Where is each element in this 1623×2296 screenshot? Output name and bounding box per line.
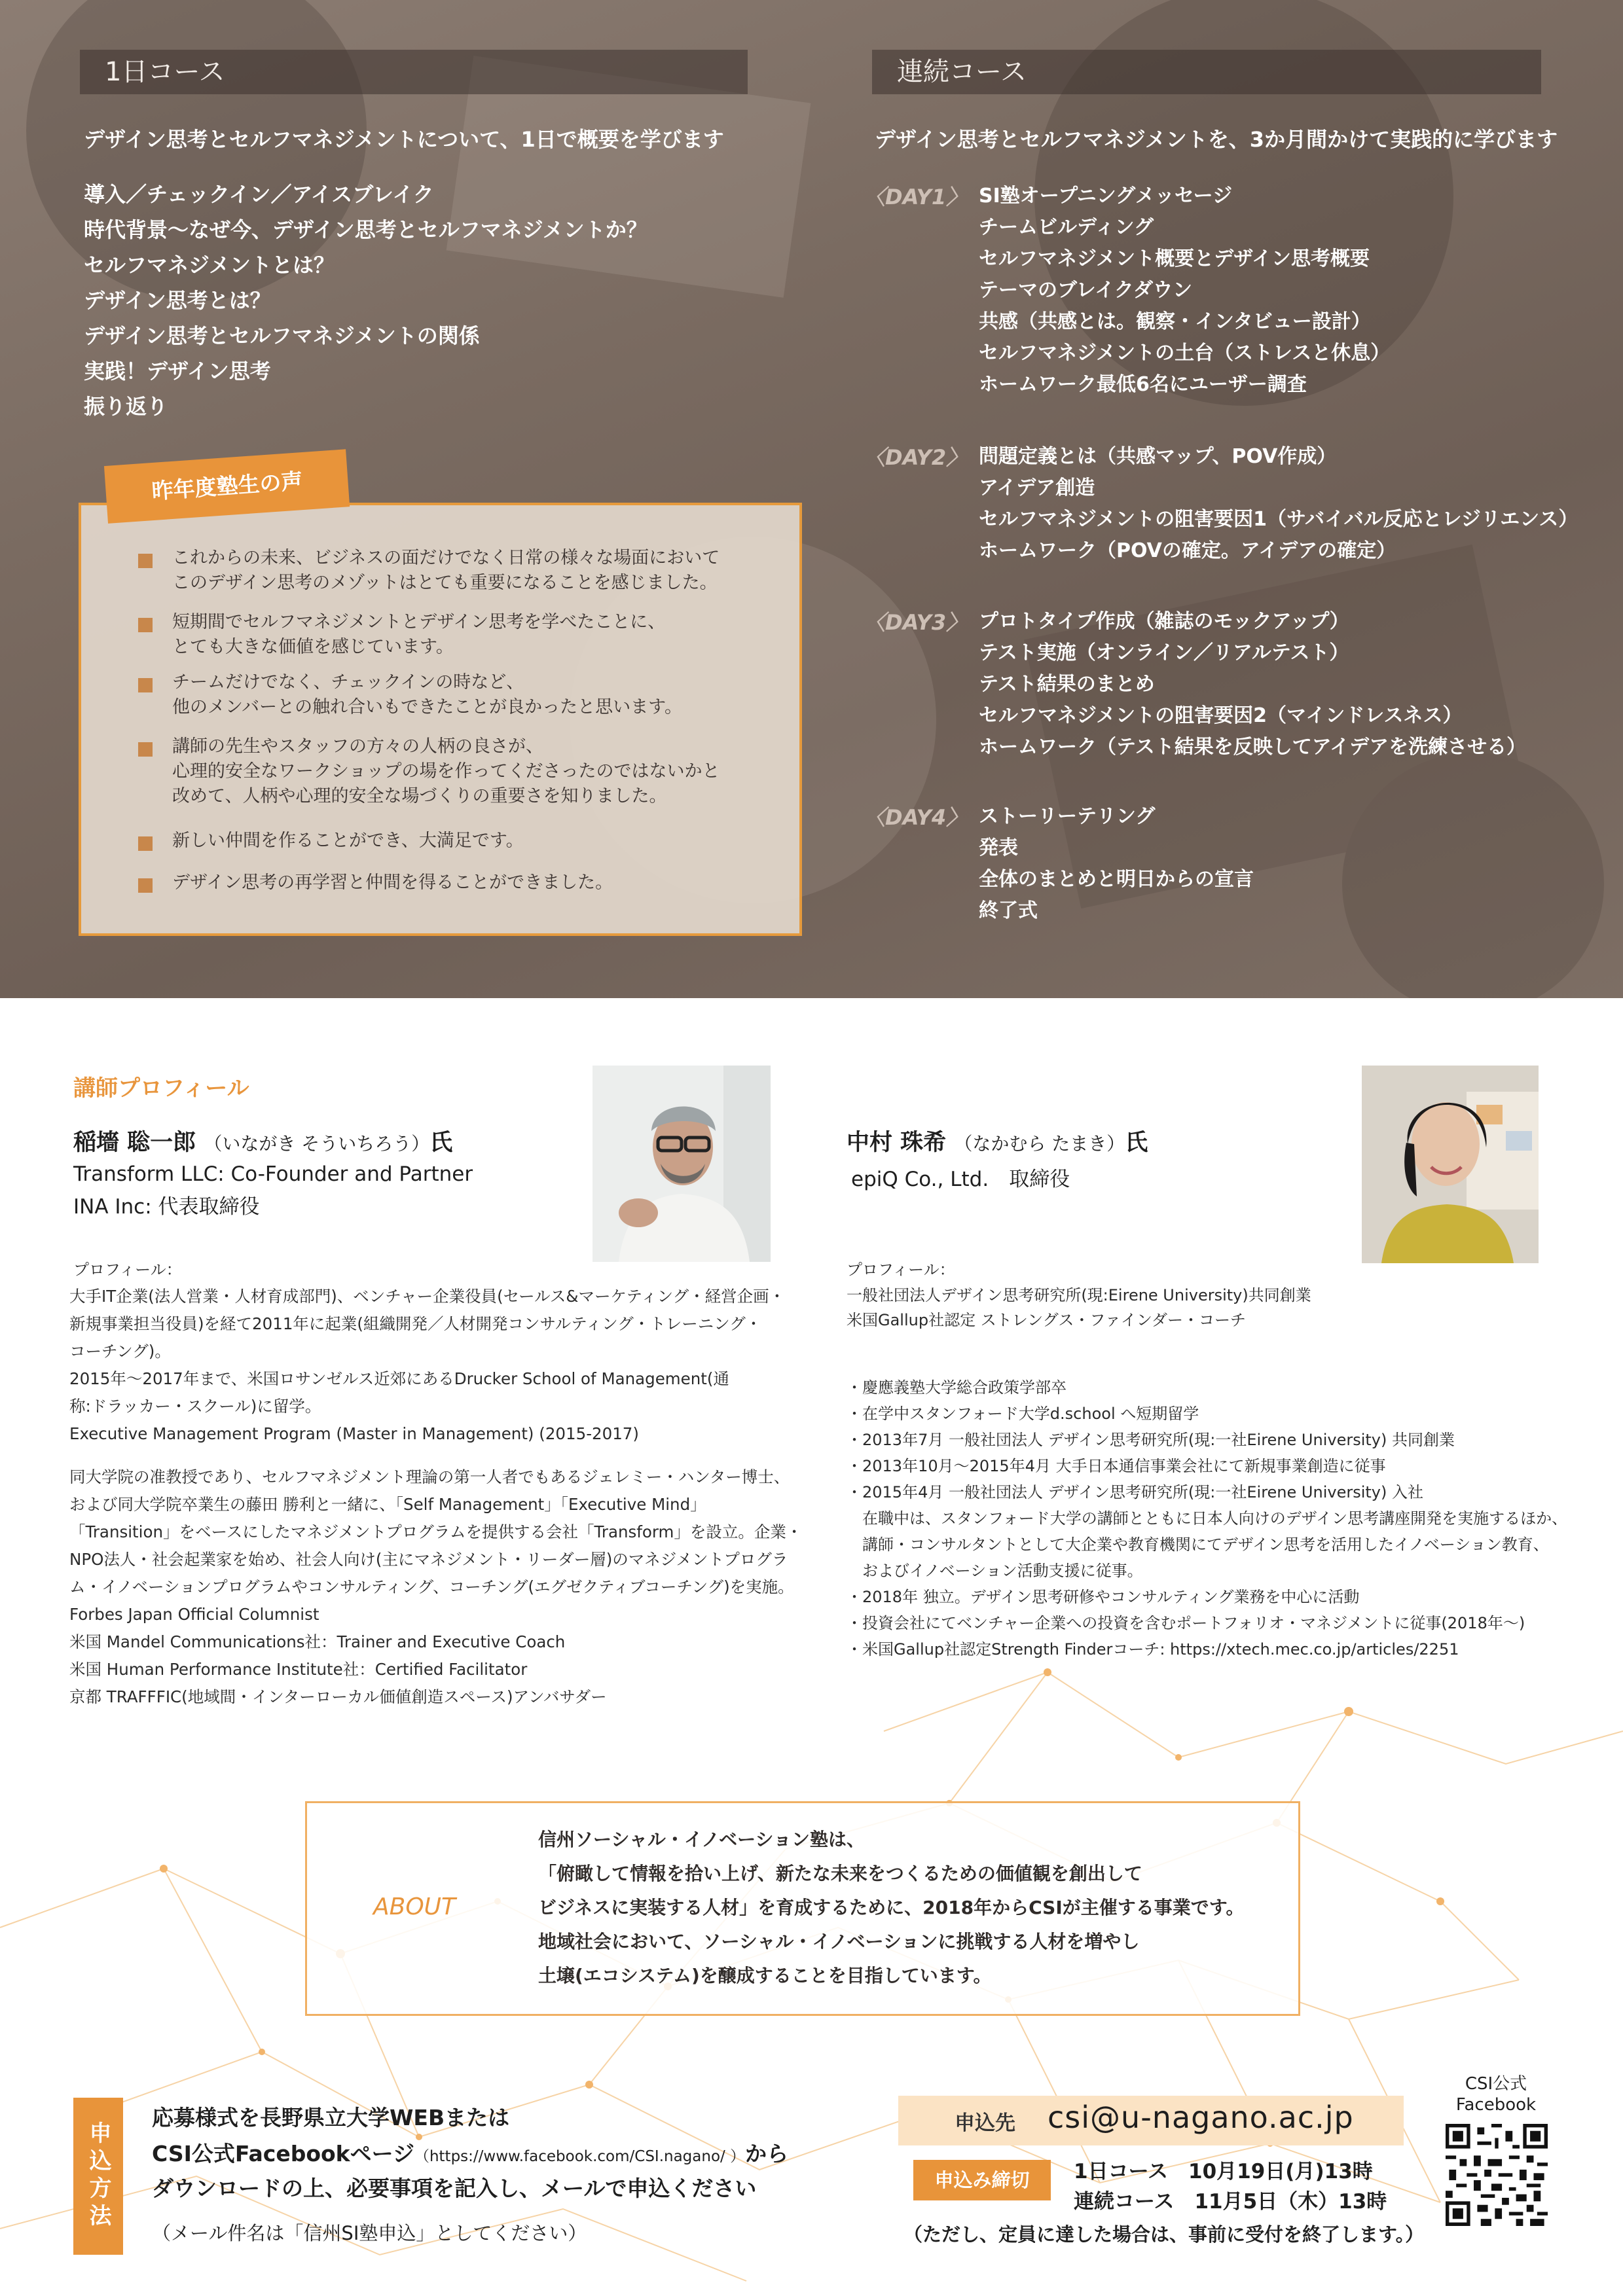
- day-items: [979, 801, 1254, 927]
- day-item: 全体のまとめと明日からの宣言: [979, 868, 1254, 891]
- about-label: ABOUT: [373, 1893, 456, 1920]
- day-label: 〈DAY3〉: [864, 610, 968, 635]
- series-course-lead: デザイン思考とセルフマネジメントを、3か月間かけて実践的に学びます: [875, 127, 1558, 152]
- profile-line: ・慶應義塾大学総合政策学部卒: [847, 1378, 1067, 1397]
- agenda-item: 実践！デザイン思考: [84, 359, 271, 384]
- deadline-badge: 申込み締切: [913, 2160, 1051, 2200]
- instructor-role: INA Inc: 代表取締役: [73, 1195, 260, 1219]
- day-label: 〈DAY2〉: [864, 445, 968, 470]
- profile-line: ム・イノベーションプログラムやコンサルティング、コーチング(エグゼクティブコーチング)を実施。: [69, 1577, 794, 1596]
- agenda-item: デザイン思考とセルフマネジメントの関係: [84, 323, 480, 348]
- profile-line: ・2013年10月〜2015年4月 大手日本通信事業会社にて新規事業創造に従事: [847, 1457, 1386, 1475]
- one-day-agenda: [84, 177, 647, 424]
- profile-line: 「Transition」をベースにしたマネジメントプログラムを提供する会社「Transform」を設立。企業・: [69, 1522, 803, 1541]
- profile-label: プロフィール：: [847, 1261, 955, 1279]
- profile-line: ・2015年4月 一般社団法人 デザイン思考研究所(現:一社Eirene University) 入社: [847, 1483, 1423, 1501]
- day-item: チームビルディング: [979, 216, 1154, 239]
- about-line: 「俯瞰して情報を拾い上げ、新たな未来をつくるための価値観を創出して: [538, 1863, 1142, 1884]
- email-label: 申込先: [955, 2111, 1015, 2135]
- profile-line: 米国Gallup社認定 ストレングス・ファインダー・コーチ: [847, 1311, 1246, 1329]
- agenda-item: 導入／チェックイン／アイスブレイク: [84, 182, 434, 207]
- profile-line: Executive Management Program (Master in Management) (2015-2017): [69, 1424, 639, 1443]
- square-bullet-icon: [138, 554, 153, 568]
- student-voices-box: これからの未来、ビジネスの面だけでなく日常の様々な場面において このデザイン思考のメゾットはとても重要になることを感じました。 短期間でセルフマネジメントとデザイン思考を学べたことに、 とても大きな価値を感じています。 チームだけでなく、チェックインの時など、 他のメンバーとの触れ合いもできたことが良かったと思います。 講師の先生やスタッフの方々の人柄の良さが、 心理的安全なワークショップの場を作ってくださったのではないかと 改めて、人柄や心理的安全な場づくりの重要さを知りました。 新しい仲間を作ることができ、大満足です。 デザイン思考の再学習と仲間を得ることができました。: [79, 503, 802, 936]
- about-line: 信州ソーシャル・イノベーション塾は、: [538, 1829, 865, 1850]
- day-items: [979, 181, 1390, 401]
- nakamura-portrait-photo: [1362, 1066, 1539, 1263]
- one-day-course-lead: デザイン思考とセルフマネジメントについて、1日で概要を学びます: [84, 127, 724, 152]
- nakamura-profile-text: [847, 1283, 1567, 1662]
- profile-line: ・投資会社にてベンチャー企業への投資を含むポートフォリオ・マネジメントに従事(2018年〜): [847, 1614, 1525, 1632]
- series-course-header: 連続コース: [872, 50, 1541, 94]
- apply-instruction-line: ダウンロードの上、必要事項を記入し、メールで申込ください: [152, 2176, 757, 2201]
- profile-line: NPO法人・社会起業家を始め、社会人向け(主にマネジメント・リーダー層)のマネジメントプログラ: [69, 1550, 788, 1569]
- course-overview-section: [0, 0, 1623, 998]
- day-item: プロトタイプ作成（雑誌のモックアップ）: [979, 610, 1349, 633]
- day-item: 問題定義とは（共感マップ、POV作成）: [979, 445, 1337, 468]
- profile-spacer: [847, 1333, 1567, 1374]
- day-item: ストーリーテリング: [979, 805, 1156, 828]
- instructor-role: Transform LLC: Co-Founder and Partner: [73, 1162, 473, 1186]
- profile-line: コーチング)。: [69, 1342, 171, 1361]
- day-item: テスト結果のまとめ: [979, 673, 1155, 696]
- square-bullet-icon: [138, 836, 153, 851]
- day-item: ホームワーク最低6名にユーザー調査: [979, 373, 1307, 396]
- instructor-name-nakamura: 中村 珠希 （なかむら たまき）氏: [847, 1130, 1148, 1156]
- day-items: [979, 606, 1526, 763]
- inagaki-profile-text: [69, 1283, 802, 1711]
- inagaki-portrait-photo: [593, 1066, 771, 1262]
- profile-line: Forbes Japan Official Columnist: [69, 1605, 319, 1624]
- day-item: セルフマネジメントの土台（ストレスと休息）: [979, 342, 1391, 365]
- deadline-note: （ただし、定員に達した場合は、事前に受付を終了します。）: [903, 2223, 1425, 2246]
- profile-line: ・2018年 独立。デザイン思考研修やコンサルティング業務を中心に活動: [847, 1588, 1360, 1606]
- day-item: セルフマネジメントの阻害要因2（マインドレスネス）: [979, 704, 1463, 727]
- profile-spacer: [69, 1448, 802, 1463]
- day-item: 発表: [979, 836, 1018, 859]
- apply-instruction-line: CSI公式Facebookページ（https://www.facebook.com/CSI.nagano/ ）から: [152, 2141, 789, 2166]
- profile-line: ・在学中スタンフォード大学d.school へ短期留学: [847, 1405, 1199, 1423]
- profile-line: 一般社団法人デザイン思考研究所(現:Eirene University)共同創業: [847, 1286, 1311, 1304]
- day-item: アイデア創造: [979, 476, 1095, 499]
- about-line: ビジネスに実装する人材」を育成するために、2018年からCSIが主催する事業です。: [538, 1897, 1245, 1918]
- day-item: ホームワーク（POVの確定。アイデアの確定）: [979, 539, 1396, 562]
- deadline-series: 連続コース 11月5日（木）13時: [1074, 2190, 1387, 2214]
- qr-caption: CSI公式 Facebook: [1455, 2074, 1537, 2115]
- portrait-illustration: [593, 1066, 771, 1262]
- agenda-item: デザイン思考とは？: [84, 288, 271, 313]
- about-text: [538, 1823, 1245, 1993]
- student-voices-title: 昨年度塾生の声: [104, 449, 350, 524]
- agenda-item: 時代背景〜なぜ今、デザイン思考とセルフマネジメントか？: [84, 217, 647, 242]
- square-bullet-icon: [138, 742, 153, 757]
- day-label: 〈DAY4〉: [864, 805, 968, 830]
- day-label: 〈DAY1〉: [864, 185, 968, 209]
- apply-subject-note: （メール件名は「信州SI塾申込」としてください）: [152, 2222, 587, 2244]
- agenda-item: セルフマネジメントとは？: [84, 253, 335, 278]
- application-method-badge: 申込方法: [73, 2098, 123, 2255]
- application-email-link[interactable]: csi@u-nagano.ac.jp: [1048, 2100, 1354, 2135]
- one-day-course-header: 1日コース: [80, 50, 748, 94]
- facebook-page-link[interactable]: （https://www.facebook.com/CSI.nagano/ ）: [414, 2148, 746, 2165]
- profile-line: 米国 Human Performance Institute社：Certified Facilitator: [69, 1660, 528, 1679]
- profile-label: プロフィール：: [73, 1261, 182, 1279]
- instructor-name-inagaki: 稲墻 聡一郎 （いながき そういちろう）氏: [73, 1130, 453, 1156]
- about-line: 地域社会において、ソーシャル・イノベーションに挑戦する人材を増やし: [538, 1931, 1140, 1952]
- day-item: ホームワーク（テスト結果を反映してアイデアを洗練させる）: [979, 736, 1527, 759]
- profile-line: 在職中は、スタンフォード大学の講師とともに日本人向けのデザイン思考講座開発を実施するほか、: [847, 1509, 1568, 1528]
- day-item: テスト実施（オンライン／リアルテスト）: [979, 641, 1349, 664]
- day-item: 共感（共感とは。観察・インタビュー設計）: [979, 310, 1371, 333]
- profile-line: および同大学院卒業生の藤田 勝利と一緒に、「Self Management」「Executive Mind」: [69, 1495, 706, 1514]
- square-bullet-icon: [138, 878, 153, 893]
- profile-line: ・米国Gallup社認定Strength Finderコーチ: https://xtech.mec.co.jp/articles/2251: [847, 1640, 1459, 1659]
- instructor-role: epiQ Co., Ltd. 取締役: [851, 1168, 1070, 1191]
- deadline-one-day: 1日コース 10月19日(月)13時: [1074, 2160, 1373, 2183]
- square-bullet-icon: [138, 678, 153, 692]
- profile-line: 大手IT企業(法人営業・人材育成部門)、ベンチャー企業役員(セールス&マーケティング・経営企画・: [69, 1287, 786, 1306]
- profile-line: 米国 Mandel Communications社：Trainer and Executive Coach: [69, 1632, 566, 1651]
- profile-line: 称:ドラッカー・スクール)に留学。: [69, 1397, 321, 1416]
- instructor-profile-title: 講師プロフィール: [73, 1075, 249, 1102]
- facebook-qr-code-icon[interactable]: [1446, 2124, 1548, 2226]
- profile-line: およびイノベーション活動支援に従事。: [847, 1562, 1143, 1580]
- profile-line: 新規事業担当役員)を経て2011年に起業(組織開発／人材開発コンサルティング・トレーニング・: [69, 1314, 762, 1333]
- about-line: 土壌(エコシステム)を醸成することを目指しています。: [538, 1965, 992, 1986]
- day-item: テーマのブレイクダウン: [979, 279, 1193, 302]
- day-items: [979, 441, 1578, 567]
- profile-line: 京都 TRAFFFIC(地域間・インターローカル価値創造スペース)アンバサダー: [69, 1687, 607, 1706]
- profile-line: ・2013年7月 一般社団法人 デザイン思考研究所(現:一社Eirene University) 共同創業: [847, 1431, 1455, 1449]
- day-item: セルフマネジメント概要とデザイン思考概要: [979, 247, 1370, 270]
- profile-line: 同大学院の准教授であり、セルフマネジメント理論の第一人者でもあるジェレミー・ハンター博士、: [69, 1467, 790, 1486]
- agenda-item: 振り返り: [84, 394, 168, 419]
- day-item: セルフマネジメントの阻害要因1（サバイバル反応とレジリエンス）: [979, 508, 1578, 531]
- apply-instruction-line: 応募様式を長野県立大学WEBまたは: [152, 2105, 510, 2130]
- portrait-illustration: [1362, 1066, 1539, 1263]
- square-bullet-icon: [138, 618, 153, 632]
- profile-line: 2015年〜2017年まで、米国ロサンゼルス近郊にあるDrucker School of Management(通: [69, 1369, 729, 1388]
- profile-line: 講師・コンサルタントとして大企業や教育機関にてデザイン思考を活用したイノベーション教育、: [847, 1535, 1549, 1554]
- day-item: 終了式: [979, 899, 1038, 922]
- day-item: SI塾オープニングメッセージ: [979, 185, 1233, 207]
